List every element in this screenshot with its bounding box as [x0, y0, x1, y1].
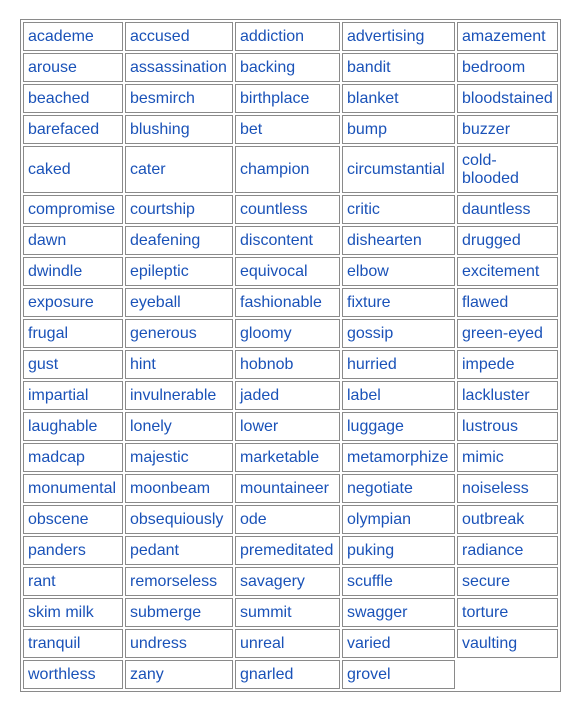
word-cell: invulnerable: [125, 381, 233, 410]
word-cell: worthless: [23, 660, 123, 689]
word-cell: dawn: [23, 226, 123, 255]
word-cell: besmirch: [125, 84, 233, 113]
table-row: [23, 381, 558, 410]
word-cell: gloomy: [235, 319, 340, 348]
word-cell: dwindle: [23, 257, 123, 286]
word-cell: countless: [235, 195, 340, 224]
word-cell: vaulting: [457, 629, 558, 658]
table-row: [23, 22, 558, 51]
word-cell: varied: [342, 629, 455, 658]
word-cell: bump: [342, 115, 455, 144]
word-cell: grovel: [342, 660, 455, 689]
word-cell: mountaineer: [235, 474, 340, 503]
empty-cell: [457, 660, 558, 689]
word-cell: critic: [342, 195, 455, 224]
table-row: [23, 567, 558, 596]
word-cell: bandit: [342, 53, 455, 82]
word-cell: drugged: [457, 226, 558, 255]
word-cell: scuffle: [342, 567, 455, 596]
word-cell: marketable: [235, 443, 340, 472]
word-cell: blanket: [342, 84, 455, 113]
word-table: [20, 19, 561, 692]
word-cell: swagger: [342, 598, 455, 627]
word-cell: elbow: [342, 257, 455, 286]
word-cell: lonely: [125, 412, 233, 441]
word-cell: barefaced: [23, 115, 123, 144]
word-cell: arouse: [23, 53, 123, 82]
word-cell: beached: [23, 84, 123, 113]
word-cell: courtship: [125, 195, 233, 224]
word-cell: majestic: [125, 443, 233, 472]
word-cell: obsequiously: [125, 505, 233, 534]
word-cell: obscene: [23, 505, 123, 534]
word-cell: remorseless: [125, 567, 233, 596]
word-cell: addiction: [235, 22, 340, 51]
word-cell: champion: [235, 146, 340, 193]
table-row: [23, 474, 558, 503]
word-cell: premeditated: [235, 536, 340, 565]
word-cell: hint: [125, 350, 233, 379]
word-cell: panders: [23, 536, 123, 565]
word-cell: cater: [125, 146, 233, 193]
word-cell: gnarled: [235, 660, 340, 689]
word-cell: dauntless: [457, 195, 558, 224]
word-cell: radiance: [457, 536, 558, 565]
word-cell: birthplace: [235, 84, 340, 113]
word-cell: puking: [342, 536, 455, 565]
word-cell: blushing: [125, 115, 233, 144]
word-cell: bedroom: [457, 53, 558, 82]
word-cell: gust: [23, 350, 123, 379]
table-row: [23, 146, 558, 193]
word-cell: gossip: [342, 319, 455, 348]
word-cell: label: [342, 381, 455, 410]
word-cell: eyeball: [125, 288, 233, 317]
word-cell: secure: [457, 567, 558, 596]
word-table-body: [23, 22, 558, 689]
word-cell: flawed: [457, 288, 558, 317]
word-cell: negotiate: [342, 474, 455, 503]
word-cell: moonbeam: [125, 474, 233, 503]
word-cell: academe: [23, 22, 123, 51]
table-row: [23, 53, 558, 82]
word-cell: impede: [457, 350, 558, 379]
word-cell: hurried: [342, 350, 455, 379]
word-cell: undress: [125, 629, 233, 658]
word-cell: submerge: [125, 598, 233, 627]
word-cell: monumental: [23, 474, 123, 503]
word-cell: savagery: [235, 567, 340, 596]
table-row: [23, 660, 558, 689]
word-cell: ode: [235, 505, 340, 534]
word-cell: bloodstained: [457, 84, 558, 113]
word-cell: laughable: [23, 412, 123, 441]
word-cell: exposure: [23, 288, 123, 317]
word-cell: unreal: [235, 629, 340, 658]
word-cell: skim milk: [23, 598, 123, 627]
word-cell: excitement: [457, 257, 558, 286]
word-cell: lackluster: [457, 381, 558, 410]
word-cell: caked: [23, 146, 123, 193]
word-cell: outbreak: [457, 505, 558, 534]
word-cell: jaded: [235, 381, 340, 410]
word-cell: zany: [125, 660, 233, 689]
word-cell: bet: [235, 115, 340, 144]
word-cell: amazement: [457, 22, 558, 51]
word-cell: deafening: [125, 226, 233, 255]
word-cell: luggage: [342, 412, 455, 441]
word-cell: circumstantial: [342, 146, 455, 193]
word-cell: hobnob: [235, 350, 340, 379]
word-cell: fixture: [342, 288, 455, 317]
table-row: [23, 319, 558, 348]
word-cell: discontent: [235, 226, 340, 255]
table-row: [23, 598, 558, 627]
table-row: [23, 288, 558, 317]
word-cell: lustrous: [457, 412, 558, 441]
word-cell: olympian: [342, 505, 455, 534]
word-cell: fashionable: [235, 288, 340, 317]
word-cell: summit: [235, 598, 340, 627]
word-cell: pedant: [125, 536, 233, 565]
word-cell: torture: [457, 598, 558, 627]
table-row: [23, 226, 558, 255]
table-row: [23, 195, 558, 224]
table-row: [23, 629, 558, 658]
word-cell: impartial: [23, 381, 123, 410]
word-cell: equivocal: [235, 257, 340, 286]
word-cell: dishearten: [342, 226, 455, 255]
word-cell: buzzer: [457, 115, 558, 144]
word-cell: noiseless: [457, 474, 558, 503]
word-cell: assassination: [125, 53, 233, 82]
table-row: [23, 412, 558, 441]
table-row: [23, 350, 558, 379]
word-cell: generous: [125, 319, 233, 348]
word-cell: backing: [235, 53, 340, 82]
word-cell: advertising: [342, 22, 455, 51]
table-row: [23, 257, 558, 286]
word-cell: metamorphize: [342, 443, 455, 472]
word-cell: lower: [235, 412, 340, 441]
word-cell: accused: [125, 22, 233, 51]
word-cell: green-eyed: [457, 319, 558, 348]
word-cell: epileptic: [125, 257, 233, 286]
word-cell: frugal: [23, 319, 123, 348]
word-cell: tranquil: [23, 629, 123, 658]
table-row: [23, 84, 558, 113]
word-cell: madcap: [23, 443, 123, 472]
word-cell: mimic: [457, 443, 558, 472]
word-cell: rant: [23, 567, 123, 596]
table-row: [23, 536, 558, 565]
table-row: [23, 443, 558, 472]
word-cell: compromise: [23, 195, 123, 224]
table-row: [23, 505, 558, 534]
word-cell: cold-blooded: [457, 146, 558, 193]
table-row: [23, 115, 558, 144]
